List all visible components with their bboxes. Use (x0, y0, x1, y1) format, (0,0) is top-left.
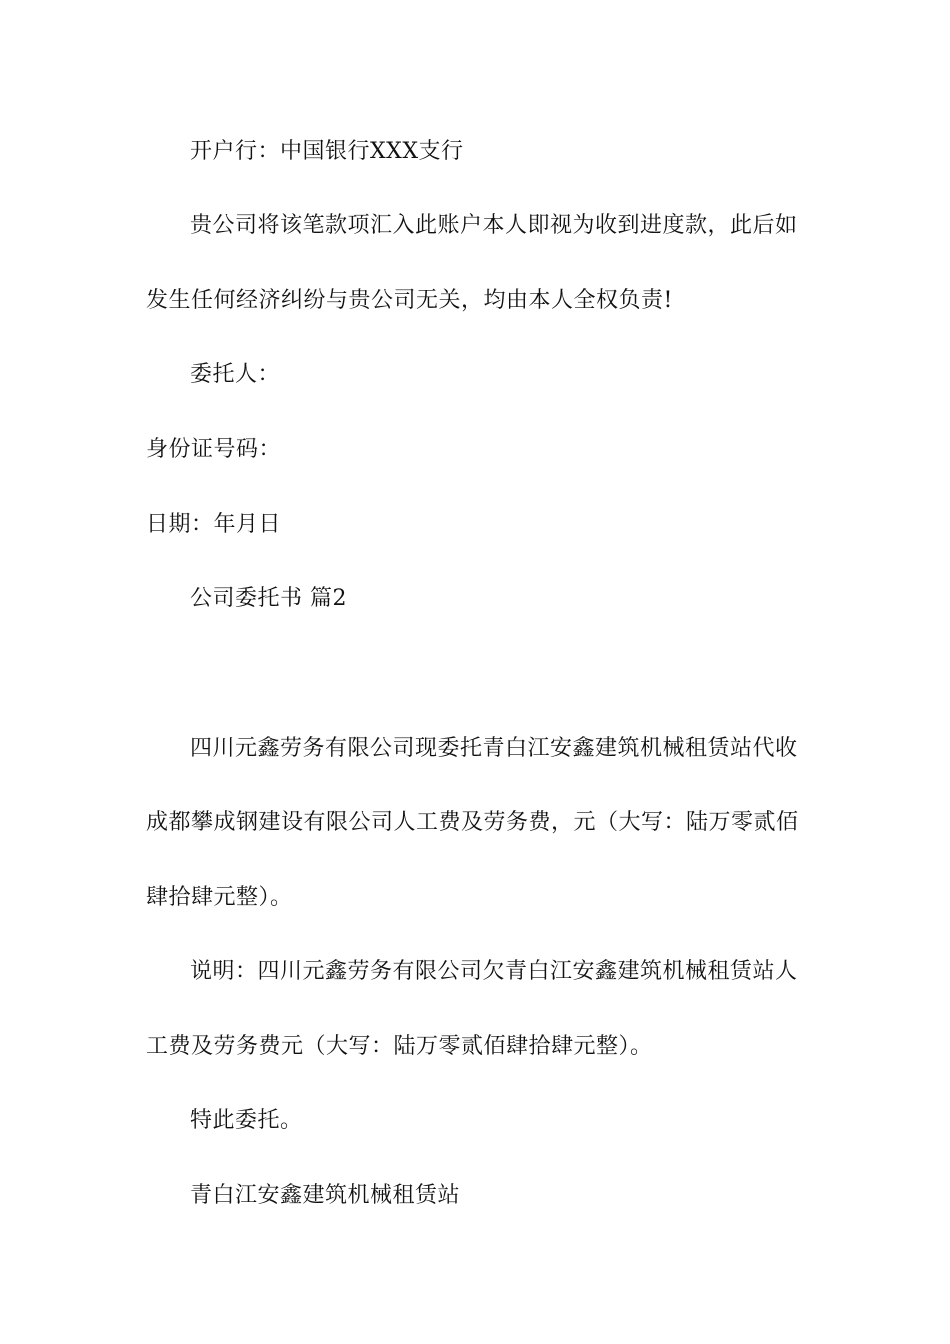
paragraph-line: 说明：四川元鑫劳务有限公司欠青白江安鑫建筑机械租赁站人 (190, 959, 798, 984)
date-label: 日期：年月日 (146, 512, 282, 537)
bank-line: 开户行：中国银行XXX支行 (190, 139, 464, 164)
id-number-label: 身份证号码： (146, 437, 282, 462)
paragraph-line: 成都攀成钢建设有限公司人工费及劳务费，元（大写：陆万零贰佰 (146, 810, 799, 835)
closing-line: 特此委托。 (190, 1108, 303, 1133)
paragraph-line: 肆拾肆元整）。 (146, 885, 293, 910)
paragraph-line: 发生任何经济纠纷与贵公司无关，均由本人全权负责! (146, 288, 673, 313)
paragraph-line: 工费及劳务费元（大写：陆万零贰佰肆拾肆元整）。 (146, 1034, 653, 1059)
section-title: 公司委托书 篇2 (190, 586, 347, 611)
paragraph-line: 四川元鑫劳务有限公司现委托青白江安鑫建筑机械租赁站代收 (190, 736, 798, 761)
paragraph-line: 贵公司将该笔款项汇入此账户本人即视为收到进度款，此后如 (190, 213, 798, 238)
principal-label: 委托人： (190, 362, 281, 387)
signature-org: 青白江安鑫建筑机械租赁站 (190, 1183, 461, 1208)
